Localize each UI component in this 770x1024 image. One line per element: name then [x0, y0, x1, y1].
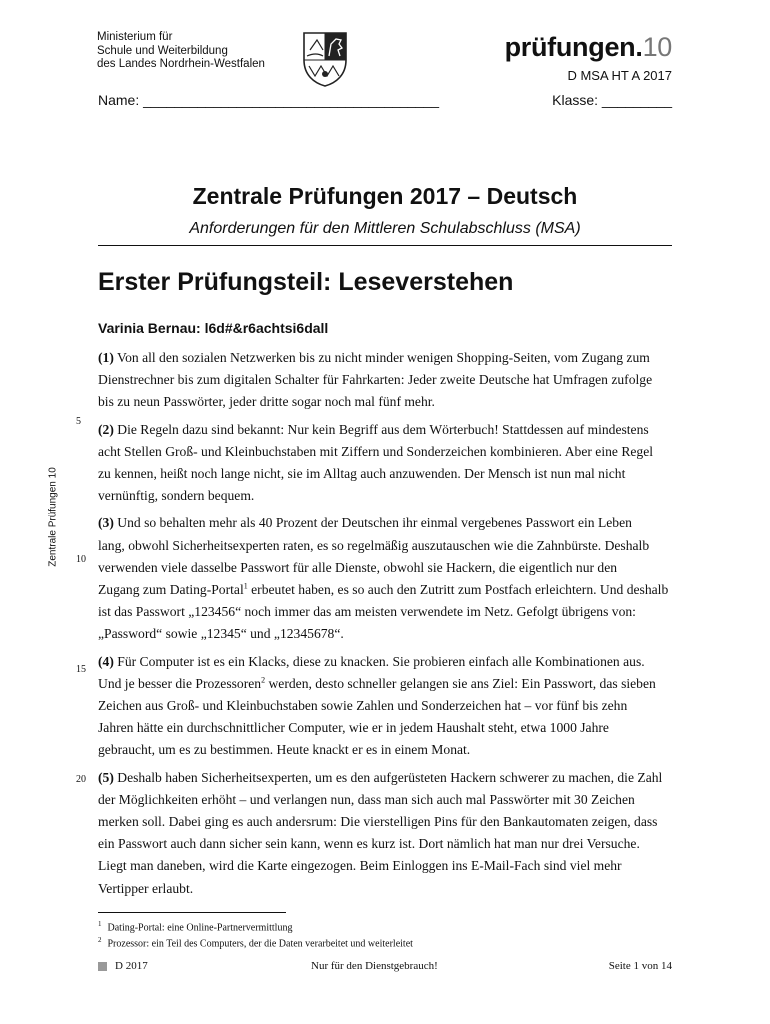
text-line: der Möglichkeiten erhöht – und verlangen nun, dass man sich auch mal Passwörter mit 30 Zeichen [98, 791, 635, 807]
text-line: werden, desto schneller gelangen sie ans Ziel: Ein Passwort, das sieben [265, 675, 656, 691]
text-line: Jahren hätte ein durchschnittlicher Computer, wie er in jedem Haushalt steht, etwa 1000 Jahre [98, 720, 609, 736]
text-line: Die Regeln dazu sind bekannt: Nur kein Begriff aus dem Wörterbuch! Stattdessen auf mindestens [117, 421, 649, 437]
footer-middle: Nur für den Dienstgebrauch! [311, 960, 438, 972]
title-divider [98, 245, 672, 246]
paragraph-number: (2) [98, 421, 114, 437]
section-title: Erster Prüfungsteil: Leseverstehen [98, 268, 514, 296]
text-line: Und je besser die Prozessoren [98, 675, 262, 691]
footnote [98, 934, 413, 950]
line-number: 20 [76, 774, 86, 785]
text-line: Zugang zum Dating-Portal [98, 582, 244, 598]
page-subtitle: Anforderungen für den Mittleren Schulabschluss (MSA) [189, 220, 581, 237]
page-title: Zentrale Prüfungen 2017 – Deutsch [192, 183, 578, 209]
line-number: 5 [76, 416, 81, 427]
ministry-line: Ministerium für [97, 31, 173, 43]
ministry-name [97, 31, 265, 72]
text-line: „Password“ sowie „12345“ und „12345678“. [98, 626, 344, 642]
footnote-marker: 2 [261, 675, 266, 685]
footer-square-icon [98, 962, 107, 971]
side-label: Zentrale Prüfungen 10 [47, 467, 59, 567]
text-line: acht Stellen Groß- und Kleinbuchstaben mit Ziffern und Sonderzeichen kombinieren. Aber eine Regel [98, 443, 654, 459]
text-line: Zeichen aus Groß- und Kleinbuchstaben sowie Zahlen und Sonderzeichen hat – vor fünf bis zehn [98, 698, 628, 714]
footnote-text: Dating-Portal: eine Online-Partnervermittlung [107, 922, 293, 934]
footer-page-number: Seite 1 von 14 [608, 960, 672, 972]
exam-code: D MSA HT A 2017 [567, 68, 672, 83]
footnote-text: Prozessor: ein Teil des Computers, der die Daten verarbeitet und weiterleitet [107, 938, 413, 950]
text-line: bis zu neun Passwörter, jeder dritte sogar noch mal fünf mehr. [98, 394, 435, 410]
text-line: verwenden viele dasselbe Passwort für alle Dienste, obwohl sie Hackern, die eigentlich nur den [98, 559, 618, 575]
paragraph-4 [98, 651, 678, 762]
text-line: lang, obwohl Sicherheitsexperten raten, es so regelmäßig auszutauschen wie die Zahnbürste. Deshalb [98, 537, 650, 553]
footnote-mark: 1 [98, 920, 102, 928]
nrw-coat-of-arms-icon [301, 30, 349, 88]
text-line: Deshalb haben Sicherheitsexperten, um es den aufgerüsteten Hackern schwerer zu machen, die Zahl [117, 769, 663, 785]
footer-left: D 2017 [115, 960, 148, 972]
footnote [98, 918, 413, 934]
footnote-mark: 2 [98, 936, 102, 945]
text-line: Von all den sozialen Netzwerken bis zu nicht minder wenigen Shopping-Seiten, vom Zugang zum [117, 350, 650, 365]
ministry-line: Schule und Weiterbildung [97, 44, 228, 57]
article-body [98, 347, 678, 905]
brand-main: prüfungen. [504, 32, 643, 62]
klasse-field: Klasse: _________ [552, 92, 672, 108]
paragraph-5 [98, 767, 678, 900]
text-line: ist das Passwort „123456“ noch immer das am meisten verwendete im Netz. Gefolgt übrigens von: [98, 604, 636, 620]
ministry-line: des Landes Nordrhein-Westfalen [97, 58, 265, 70]
text-line: Liegt man daneben, wird die Karte eingezogen. Beim Einloggen ins E-Mail-Fach sind viel mehr [98, 858, 622, 874]
paragraph-number: (4) [98, 653, 114, 669]
text-line: ein Passwort auch dann sicher sein kann, wenn es kurz ist. Dort nämlich hat man nur drei Versuche. [98, 836, 640, 852]
name-field: Name: ______________________________________ [98, 92, 439, 108]
paragraph-2 [98, 419, 678, 508]
brand-number: 10 [642, 32, 672, 62]
text-line: Und so behalten mehr als 40 Prozent der Deutschen ihr einmal vergebenes Passwort ein Leben [117, 515, 632, 531]
line-number: 10 [76, 554, 86, 565]
paragraph-3 [98, 512, 678, 645]
text-line: zu kennen, heißt noch lange nicht, sie im Alltag auch anzuwenden. Der Mensch ist nun mal nicht [98, 466, 626, 482]
article-title: Varinia Bernau: l6d#&r6achtsi6dall [98, 320, 329, 336]
paragraph-number: (5) [98, 769, 114, 785]
text-line: Vertipper erlaubt. [98, 880, 194, 896]
paragraph-1 [98, 347, 678, 414]
footnote-marker: 1 [243, 581, 248, 591]
text-line: vernünftig, sondern bequem. [98, 488, 255, 504]
text-line: Für Computer ist es ein Klacks, diese zu knacken. Sie probieren einfach alle Kombinationen aus. [117, 653, 645, 669]
paragraph-number: (1) [98, 350, 114, 365]
footnote-divider [98, 912, 286, 913]
text-line: gebraucht, um es zu bestimmen. Heute knackt er es in einem Monat. [98, 742, 471, 758]
footnotes [98, 918, 413, 951]
brand-logo [505, 32, 672, 63]
paragraph-number: (3) [98, 515, 114, 531]
text-line: erbeutet haben, es so auch den Zutritt zum Postfach erleichtern. Und deshalb [247, 582, 669, 598]
text-line: merken soll. Dabei ging es auch andersrum: Die vierstelligen Pins für den Bankautomaten zeigen, dass [98, 814, 658, 830]
text-line: Dienstrechner bis zum digitalen Schalter für Fahrkarten: Jeder zweite Deutsche hat Umfragen zufolge [98, 372, 653, 388]
line-number: 15 [76, 664, 86, 675]
